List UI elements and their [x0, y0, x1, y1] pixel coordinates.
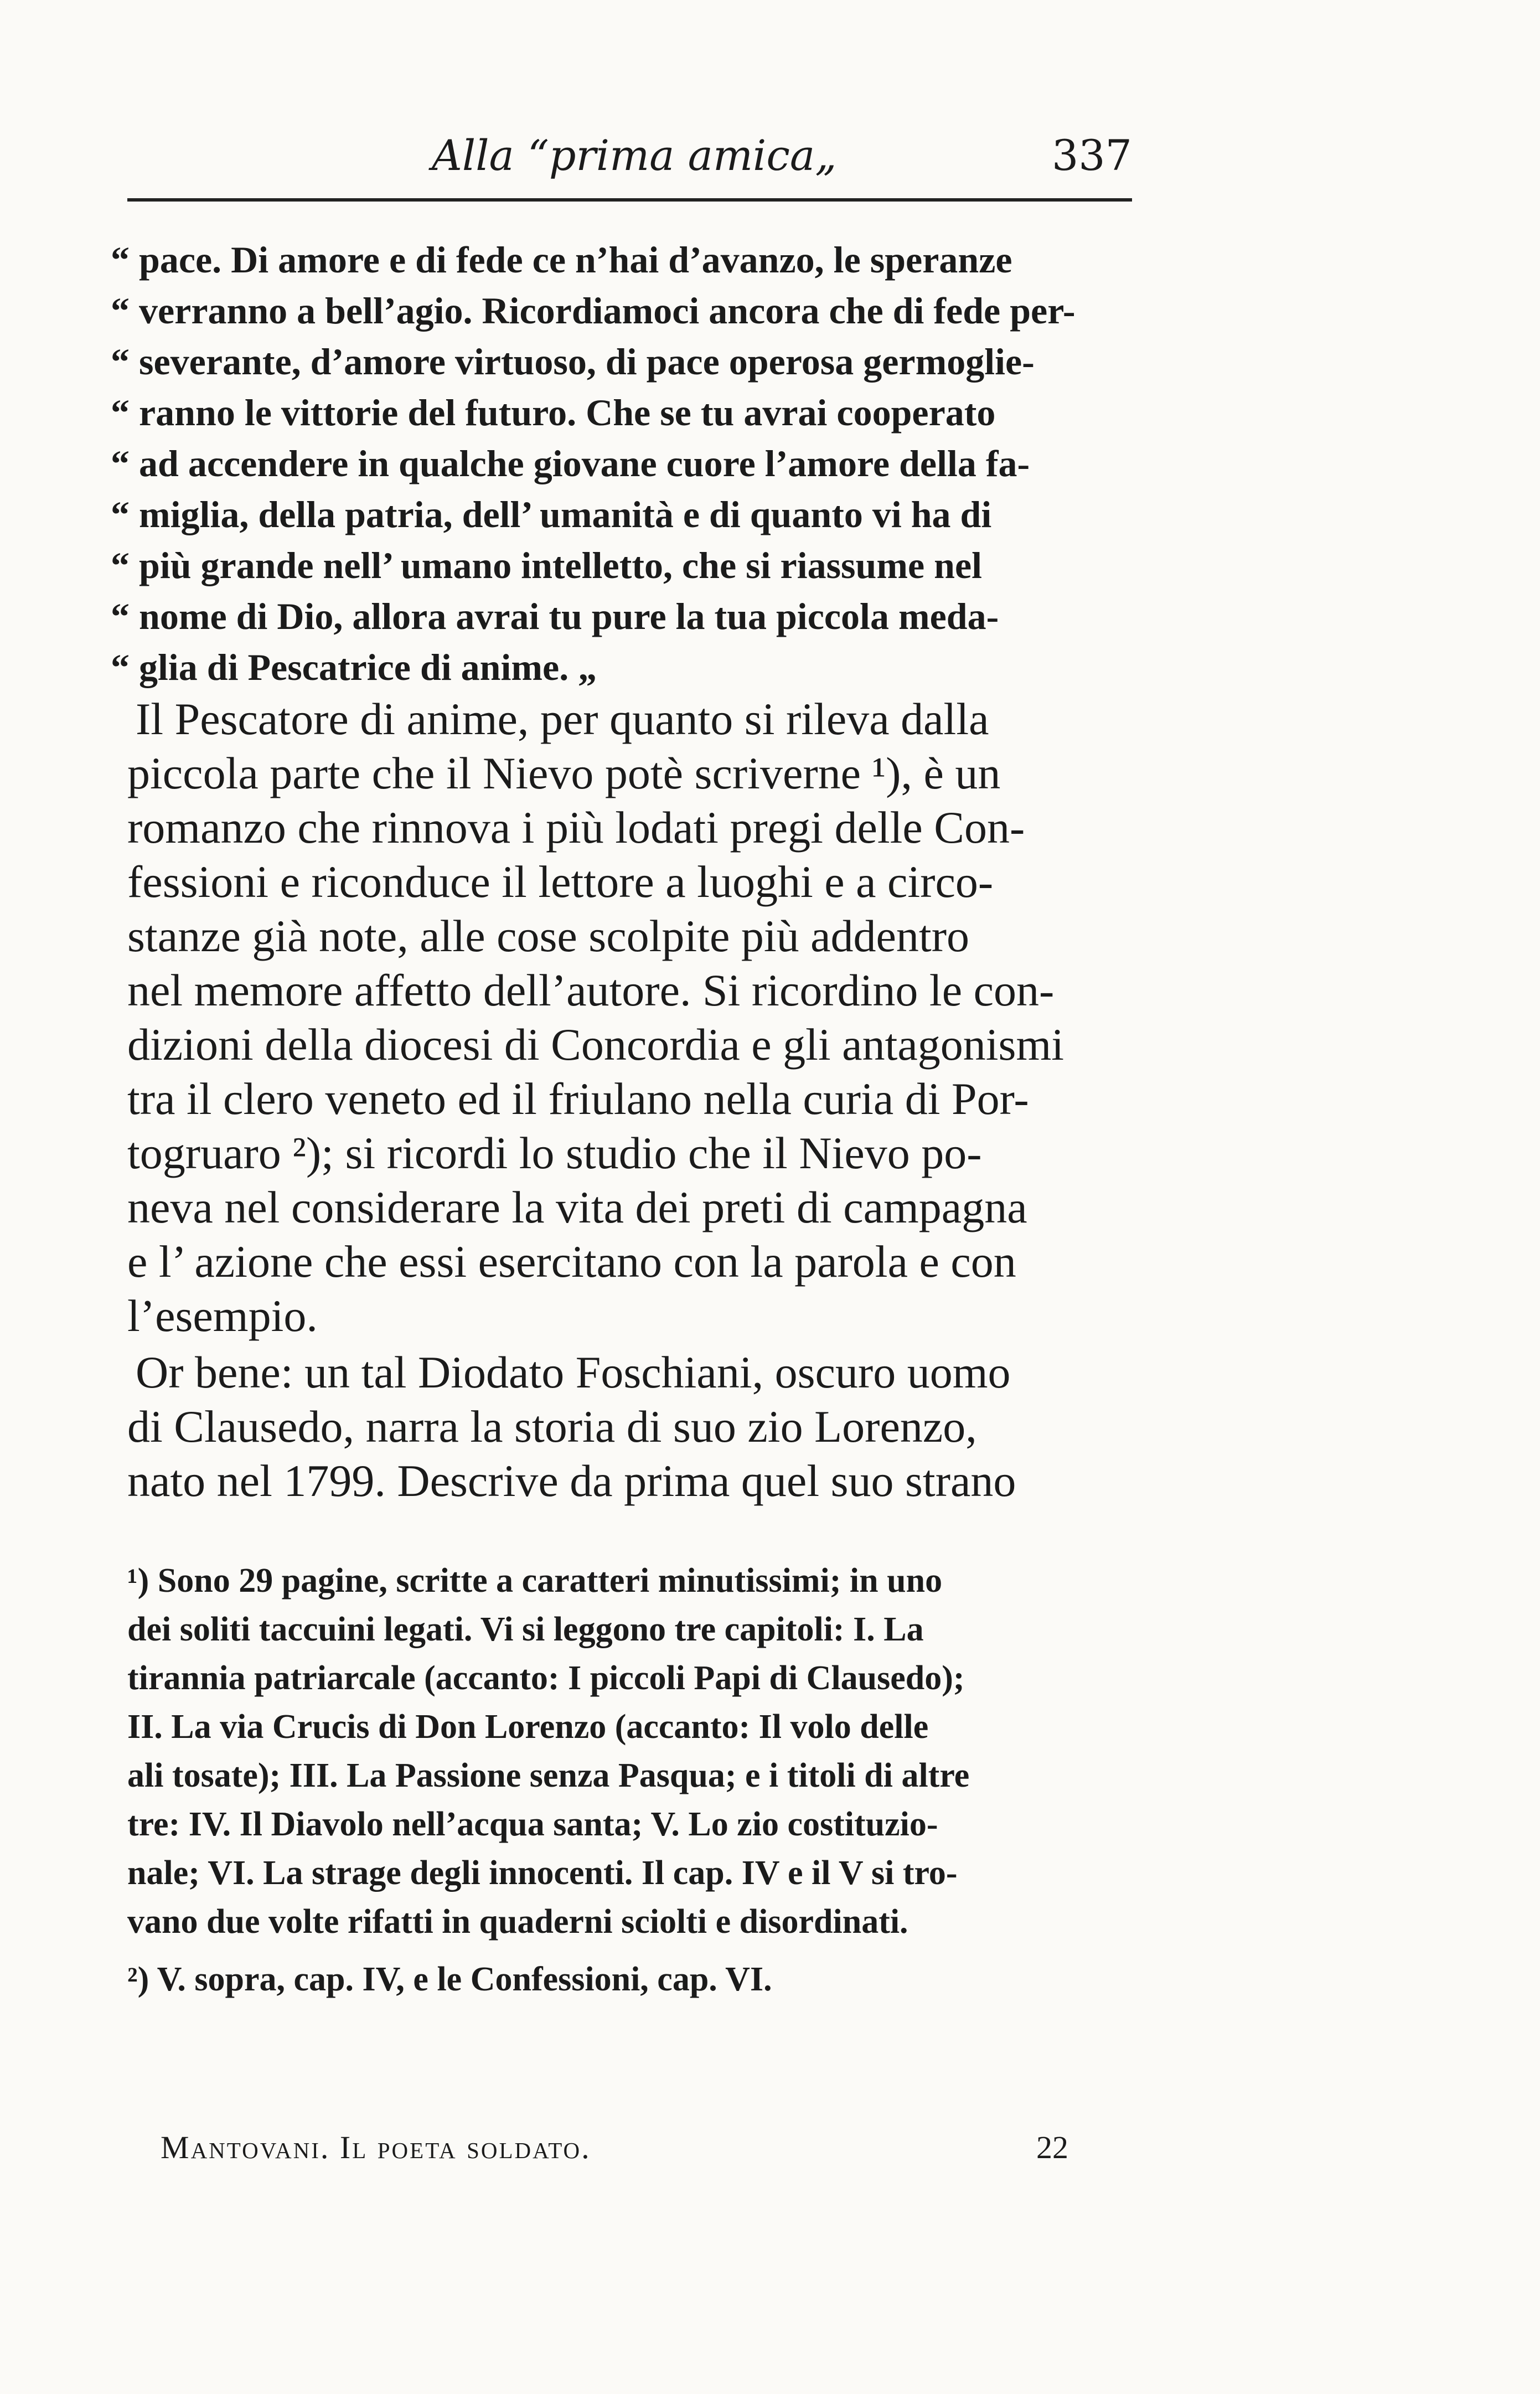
footnote-2 — [127, 1960, 1132, 2009]
text-line: piccola parte che il Nievo potè scriverne ¹), è un — [127, 748, 1001, 798]
footnote-line: tre: IV. Il Diavolo nell’acqua santa; V. Lo zio costituzio- — [127, 1805, 938, 1843]
text-line: fessioni e riconduce il lettore a luoghi e a circo- — [127, 857, 994, 907]
text-line: neva nel considerare la vita dei preti di campagna — [127, 1182, 1027, 1232]
text-line: tra il clero veneto ed il friulano nella curia di Por- — [127, 1074, 1029, 1124]
quoted-letter — [111, 238, 1154, 696]
quote-line: “ nome di Dio, allora avrai tu pure la tua piccola meda- — [111, 595, 999, 637]
footnote-line: nale; VI. La strage degli innocenti. Il cap. IV e il V si tro- — [127, 1854, 958, 1892]
text-line: Or bene: un tal Diodato Foschiani, oscuro uomo — [136, 1347, 1011, 1397]
quote-line: “ miglia, della patria, dell’ umanità e di quanto vi ha di — [111, 493, 992, 535]
footnote-line: vano due volte rifatti in quaderni sciolti e disordinati. — [127, 1903, 908, 1941]
quote-line: “ pace. Di amore e di fede ce n’hai d’avanzo, le speranze — [111, 239, 1012, 281]
text-line: togruaro ²); si ricordi lo studio che il Nievo po- — [127, 1128, 982, 1178]
text-line: nel memore affetto dell’autore. Si ricordino le con- — [127, 965, 1055, 1015]
text-line: nato nel 1799. Descrive da prima quel suo strano — [127, 1456, 1016, 1506]
text-line: l’esempio. — [127, 1291, 318, 1341]
body-paragraph-2 — [127, 1346, 1132, 1509]
page-number: 337 — [1051, 131, 1132, 180]
header-rule — [127, 198, 1132, 202]
text-line: dizioni della diocesi di Concordia e gli antagonismi — [127, 1019, 1064, 1070]
footnote-line: ¹) Sono 29 pagine, scritte a caratteri minutissimi; in uno — [127, 1562, 943, 1600]
sheet-number: 22 — [1036, 2129, 1068, 2165]
quote-line: “ glia di Pescatrice di anime. „ — [111, 646, 597, 688]
footnote-line: ²) V. sopra, cap. IV, e le Confessioni, cap. VI. — [127, 1960, 772, 1998]
running-title: Alla “prima amica„ — [432, 131, 837, 180]
signature-text: Mantovani. Il poeta soldato. — [161, 2129, 591, 2165]
body-paragraph-1 — [127, 693, 1132, 1344]
running-header — [127, 131, 1132, 192]
footnote-line: dei soliti taccuini legati. Vi si leggono tre capitoli: I. La — [127, 1611, 924, 1648]
quote-line: “ ad accendere in qualche giovane cuore l’amore della fa- — [111, 442, 1030, 484]
quote-line: “ verranno a bell’agio. Ricordiamoci ancora che di fede per- — [111, 290, 1076, 332]
text-line: e l’ azione che essi esercitano con la parola e con — [127, 1236, 1016, 1287]
quote-line: “ più grande nell’ umano intelletto, che si riassume nel — [111, 544, 983, 586]
quote-line: “ severante, d’amore virtuoso, di pace operosa germoglie- — [111, 340, 1035, 383]
text-line: stanze già note, alle cose scolpite più addentro — [127, 911, 970, 961]
text-line: Il Pescatore di anime, per quanto si rileva dalla — [136, 694, 989, 744]
footnote-line: II. La via Crucis di Don Lorenzo (accanto: Il volo delle — [127, 1708, 929, 1746]
page-footer — [161, 2129, 1068, 2179]
footnote-line: tirannia patriarcale (accanto: I piccoli Papi di Clausedo); — [127, 1659, 965, 1697]
footnote-line: ali tosate); III. La Passione senza Pasqua; e i titoli di altre — [127, 1757, 970, 1794]
text-line: di Clausedo, narra la storia di suo zio Lorenzo, — [127, 1401, 977, 1452]
text-line: romanzo che rinnova i più lodati pregi delle Con- — [127, 802, 1025, 853]
footnote-1 — [127, 1561, 1132, 1951]
quote-line: “ ranno le vittorie del futuro. Che se tu avrai cooperato — [111, 391, 996, 434]
